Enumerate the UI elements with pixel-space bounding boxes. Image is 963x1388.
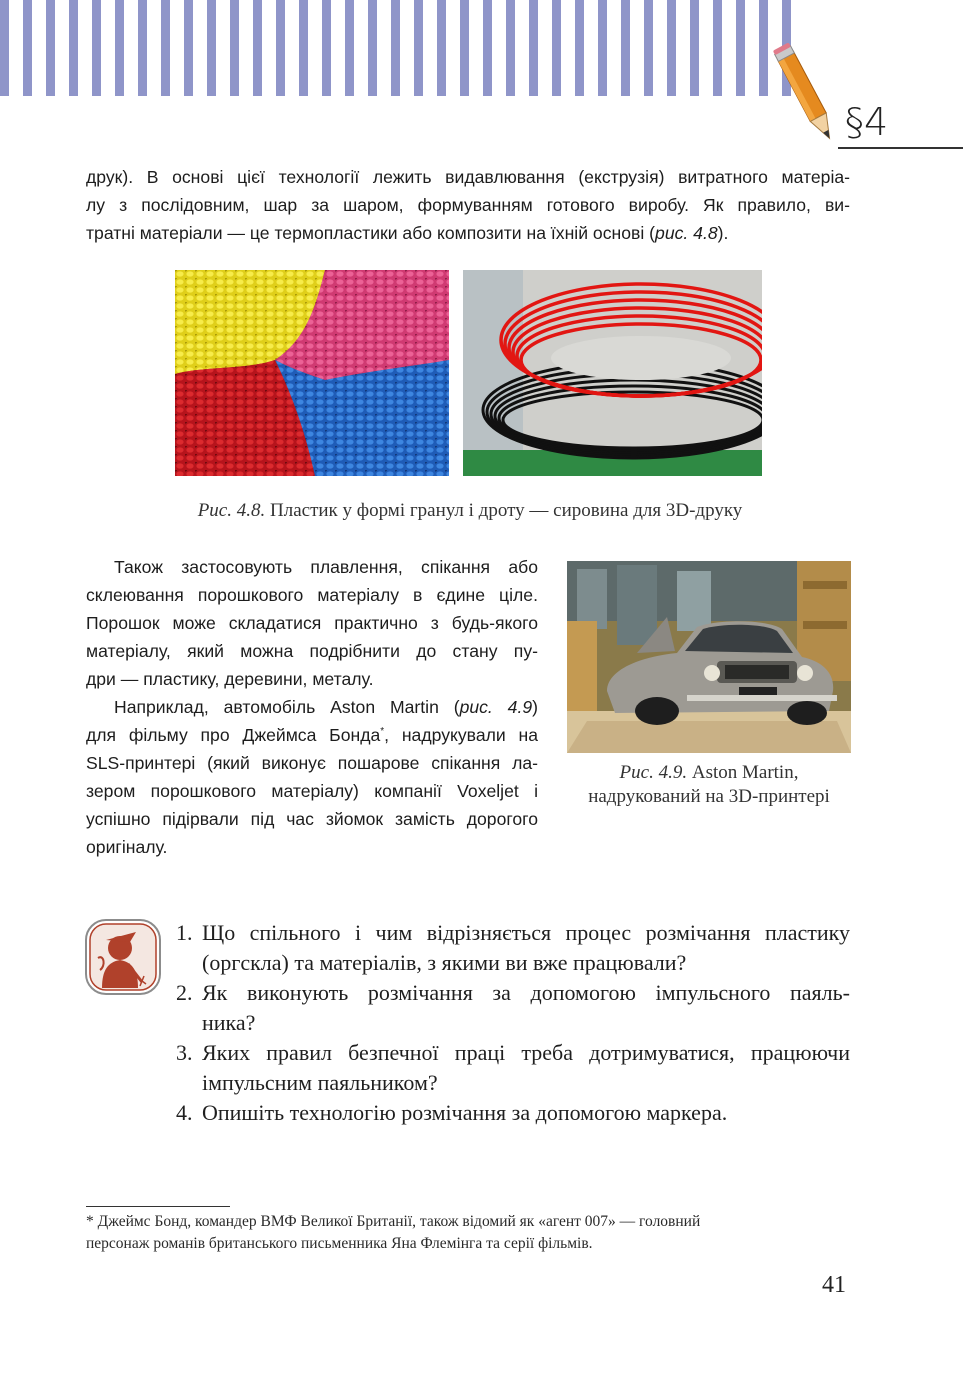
question-4 xyxy=(176,1098,850,1128)
para2-line-1: Також застосовують плавлення, спікання або xyxy=(114,557,538,577)
figure-ref-4-8: рис. 4.8 xyxy=(655,223,718,243)
question-1-line-1: Що спільного і чим відрізняється процес розмічання пластику xyxy=(202,920,850,945)
intro-line-3-text: тратні матеріали — це термопластики або композити на їхній основі ( xyxy=(86,223,656,243)
question-3-number: 3. xyxy=(176,1040,193,1065)
question-2 xyxy=(176,978,850,1038)
question-2-line-2: ника? xyxy=(202,1010,256,1035)
figure-ref-4-9: рис. 4.9 xyxy=(459,697,533,717)
thinking-person-icon xyxy=(84,918,162,996)
para2-line-2: склеювання порошкового матеріалу в єдине ціле. xyxy=(86,585,538,605)
figure-4-8-text: Пластик у формі гранул і дроту — сировина для 3D-друку xyxy=(265,500,743,521)
question-3 xyxy=(176,1038,850,1098)
pencil-icon xyxy=(772,40,842,152)
para3-line-4: зером порошкового матеріалу) компанії Voxeljet і xyxy=(86,781,538,801)
para3-line-2 xyxy=(86,721,538,749)
footnote-line-1: * Джеймс Бонд, командер ВМФ Великої Британії, також відомий як «агент 007» — головний xyxy=(86,1213,701,1230)
figure-4-9-caption-line-1 xyxy=(560,761,858,785)
section-underline xyxy=(838,147,963,149)
figure-4-9-label: Рис. 4.9. xyxy=(619,762,688,783)
question-1-line-2: (оргскла) та матеріалів, з якими ви вже працювали? xyxy=(202,950,687,975)
footnote-line-2: персонаж романів британського письменника Яна Флемінга та серії фільмів. xyxy=(86,1235,593,1252)
question-3-line-1: Яких правил безпечної праці треба дотримуватися, працюючи xyxy=(202,1040,850,1065)
filament-spool-image xyxy=(463,270,762,476)
para3-line-2-text: для фільму про Джеймса Бонда xyxy=(86,725,381,745)
aston-martin-image xyxy=(567,561,851,753)
question-2-number: 2. xyxy=(176,980,193,1005)
footnote-marker: * xyxy=(380,726,385,738)
intro-line-3 xyxy=(86,219,728,247)
question-4-line-1: Опишіть технологію розмічання за допомогою маркера. xyxy=(202,1100,728,1125)
question-3-line-2: імпульсним паяльником? xyxy=(202,1070,438,1095)
figure-4-9-text-1: Aston Martin, xyxy=(687,762,799,783)
para3-line-6: оригіналу. xyxy=(86,837,168,857)
header-stripes xyxy=(0,0,800,96)
question-2-line-1: Як виконують розмічання за допомогою імпульсного паяль- xyxy=(202,980,850,1005)
footnote-rule xyxy=(86,1206,230,1207)
para3-line-1-end: ) xyxy=(532,697,538,717)
para2-line-4: матеріалу, який можна подрібнити до стану пу- xyxy=(86,641,538,661)
intro-line-1: друк). В основі цієї технології лежить видавлювання (екструзія) витратного матеріа- xyxy=(86,167,850,187)
question-1 xyxy=(176,918,850,978)
figure-4-8-label: Рис. 4.8. xyxy=(197,500,266,521)
intro-line-2: лу з послідовним, шар за шаром, формуванням готового виробу. Як правило, ви- xyxy=(86,195,850,215)
figure-4-9-caption-line-2: надрукований на 3D-принтері xyxy=(588,786,830,807)
para3-line-1 xyxy=(86,693,538,721)
para3-line-1-text: Наприклад, автомобіль Aston Martin ( xyxy=(114,697,460,717)
para3-line-5: успішно підірвали під час зйомок замість дорогого xyxy=(86,809,538,829)
figure-4-8-caption xyxy=(150,499,790,523)
question-1-number: 1. xyxy=(176,920,193,945)
section-number: §4 xyxy=(845,100,889,144)
para3-line-2-end: , надрукували на xyxy=(384,725,538,745)
question-4-number: 4. xyxy=(176,1100,193,1125)
para3-line-3: SLS-принтері (який виконує пошарове спікання ла- xyxy=(86,753,538,773)
plastic-granules-image xyxy=(175,270,449,476)
page-number: 41 xyxy=(822,1272,846,1298)
figure-4-9-caption xyxy=(560,761,858,809)
para2-line-3: Порошок може складатися практично з будь-якого xyxy=(86,613,538,633)
para2-line-5: дри — пластику, деревини, металу. xyxy=(86,669,374,689)
intro-line-3-end: ). xyxy=(717,223,729,243)
